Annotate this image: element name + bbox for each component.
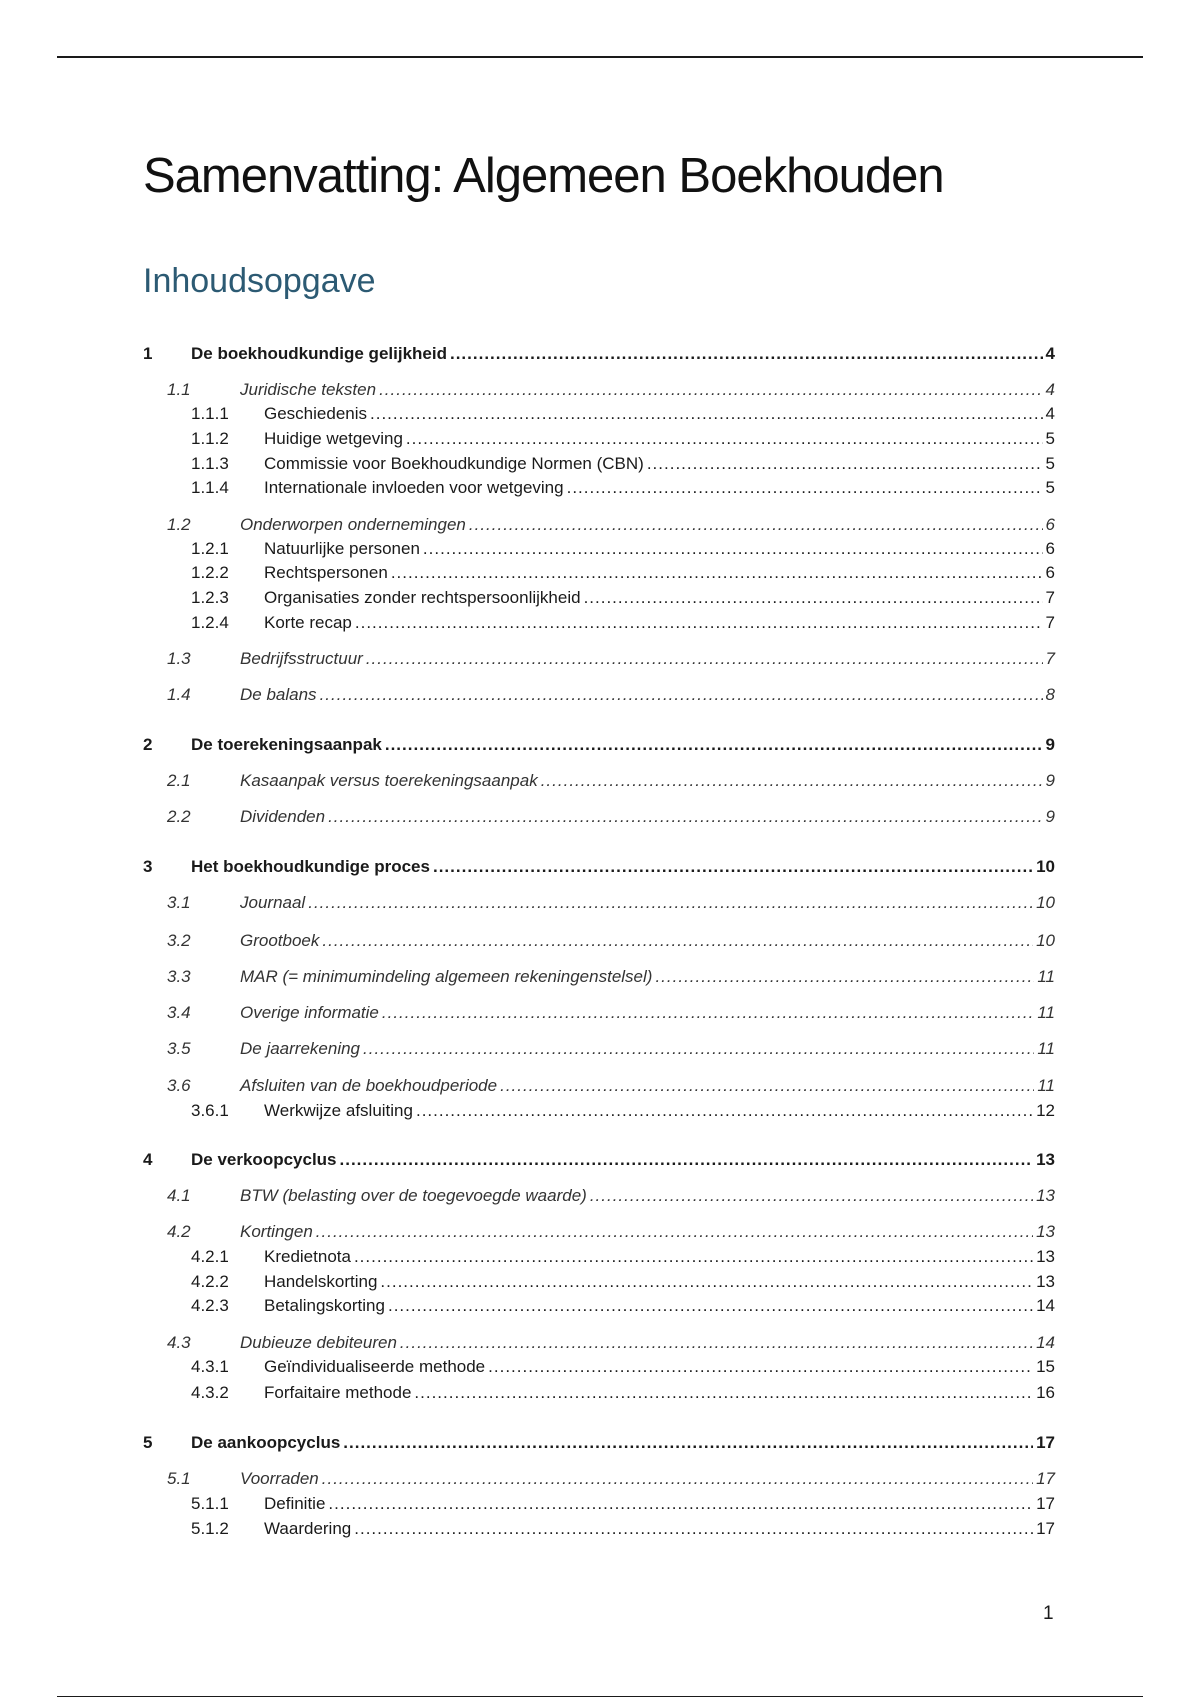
toc-entry-title: BTW (belasting over de toegevoegde waarde) — [240, 1186, 587, 1205]
dot-leader — [391, 561, 1043, 585]
toc-entry-line — [240, 683, 1055, 707]
toc-entry-page: 5 — [1045, 429, 1055, 448]
toc-entry-title: Het boekhoudkundige proces — [191, 857, 430, 876]
toc-entry-page: 8 — [1045, 685, 1055, 704]
toc-entry-number: 4.2.1 — [191, 1247, 229, 1266]
toc-entry-line — [191, 1148, 1055, 1172]
toc-entry-line — [264, 427, 1055, 451]
toc-entry-number: 5.1.2 — [191, 1519, 229, 1538]
toc-entry-page: 12 — [1036, 1101, 1055, 1120]
toc-entry-line — [264, 537, 1055, 561]
toc-entry-page: 4 — [1045, 380, 1055, 399]
toc-entry-line — [240, 1467, 1055, 1491]
dot-leader — [433, 855, 1033, 879]
toc-entry-number: 3.2 — [167, 931, 191, 950]
toc-entry-page: 5 — [1045, 478, 1055, 497]
toc-entry-title: Rechtspersonen — [264, 563, 388, 582]
dot-leader — [416, 1099, 1033, 1123]
dot-leader — [469, 513, 1043, 537]
toc-entry-title: Journaal — [240, 893, 306, 912]
toc-entry-line — [240, 378, 1055, 402]
toc-entry-number: 1.3 — [167, 649, 191, 668]
toc-entry-number: 1.1.1 — [191, 404, 229, 423]
dot-leader — [322, 1467, 1033, 1491]
toc-entry-line — [191, 733, 1055, 757]
toc-entry-number: 3.5 — [167, 1039, 191, 1058]
toc-entry-title: Huidige wetgeving — [264, 429, 403, 448]
toc-entry-title: De boekhoudkundige gelijkheid — [191, 344, 447, 363]
toc-entry-number: 4.2 — [167, 1222, 191, 1241]
dot-leader — [328, 1492, 1033, 1516]
toc-entry-number: 4.3.1 — [191, 1357, 229, 1376]
dot-leader — [385, 733, 1043, 757]
toc-entry-number: 1.2.2 — [191, 563, 229, 582]
toc-entry-page: 13 — [1036, 1186, 1055, 1205]
toc-entry-number: 5.1.1 — [191, 1494, 229, 1513]
toc-entry-line — [240, 929, 1055, 953]
toc-entry-number: 4 — [143, 1150, 153, 1169]
toc-entry-title: Grootboek — [240, 931, 320, 950]
toc-entry-line — [264, 1099, 1055, 1123]
toc-entry-line — [240, 647, 1055, 671]
toc-entry-number: 2.1 — [167, 771, 191, 790]
toc-entry-number: 2.2 — [167, 807, 191, 826]
toc-entry-page: 9 — [1045, 807, 1055, 826]
toc-entry-line — [240, 1220, 1055, 1244]
toc-entry-line — [264, 1517, 1055, 1541]
toc-entry-number: 5.1 — [167, 1469, 191, 1488]
toc-entry-page: 9 — [1045, 771, 1055, 790]
toc-entry-number: 3.1 — [167, 893, 191, 912]
toc-entry-title: MAR (= minimumindeling algemeen rekeningenstelsel) — [240, 967, 653, 986]
toc-entry-title: De jaarrekening — [240, 1039, 361, 1058]
toc-entry-line — [264, 611, 1055, 635]
toc-entry-title: Onderworpen ondernemingen — [240, 515, 466, 534]
dot-leader — [655, 965, 1034, 989]
dot-leader — [379, 378, 1042, 402]
toc-entry-line — [264, 1245, 1055, 1269]
toc-entry-page: 6 — [1045, 563, 1055, 582]
toc-entry-page: 5 — [1045, 454, 1055, 473]
dot-leader — [567, 476, 1043, 500]
toc-entry-number: 3.3 — [167, 967, 191, 986]
dot-leader — [382, 1001, 1034, 1025]
toc-entry-page: 13 — [1036, 1247, 1055, 1266]
toc-entry-number: 1.1.2 — [191, 429, 229, 448]
toc-entry-line — [264, 1355, 1055, 1379]
toc-entry-line — [191, 1431, 1055, 1455]
toc-entry-number: 4.2.3 — [191, 1296, 229, 1315]
toc-entry-title: Korte recap — [264, 613, 352, 632]
toc-entry-line — [240, 1037, 1055, 1061]
toc-entry-title: Afsluiten van de boekhoudperiode — [240, 1076, 498, 1095]
dot-leader — [590, 1184, 1033, 1208]
toc-entry-page: 10 — [1036, 857, 1055, 876]
toc-heading: Inhoudsopgave — [143, 262, 376, 300]
toc-entry-number: 1.2.4 — [191, 613, 229, 632]
dot-leader — [354, 1245, 1033, 1269]
toc-entry-title: Betalingskorting — [264, 1296, 385, 1315]
toc-entry-number: 2 — [143, 735, 153, 754]
dot-leader — [450, 342, 1043, 366]
toc-entry-page: 14 — [1036, 1333, 1055, 1352]
toc-entry-number: 4.3.2 — [191, 1383, 229, 1402]
toc-entry-page: 13 — [1036, 1222, 1055, 1241]
toc-entry-line — [240, 1331, 1055, 1355]
toc-entry-number: 3.4 — [167, 1003, 191, 1022]
dot-leader — [541, 769, 1043, 793]
page-number: 1 — [1043, 1603, 1054, 1624]
dot-leader — [355, 611, 1043, 635]
toc-entry-title: De verkoopcyclus — [191, 1150, 337, 1169]
toc-entry-page: 6 — [1045, 515, 1055, 534]
document-title: Samenvatting: Algemeen Boekhouden — [143, 149, 944, 203]
toc-entry-page: 10 — [1036, 931, 1055, 950]
toc-entry-line — [240, 1001, 1055, 1025]
dot-leader — [340, 1148, 1034, 1172]
toc-entry-page: 11 — [1037, 967, 1055, 986]
toc-entry-title: Forfaitaire methode — [264, 1383, 412, 1402]
toc-entry-title: Werkwijze afsluiting — [264, 1101, 413, 1120]
toc-entry-title: Kortingen — [240, 1222, 313, 1241]
toc-entry-page: 11 — [1037, 1003, 1055, 1022]
toc-entry-line — [264, 402, 1055, 426]
dot-leader — [363, 1037, 1034, 1061]
dot-leader — [328, 805, 1042, 829]
toc-entry-line — [264, 476, 1055, 500]
toc-entry-title: Geschiedenis — [264, 404, 368, 423]
dot-leader — [388, 1294, 1033, 1318]
toc-entry-number: 1.2.3 — [191, 588, 229, 607]
toc-entry-number: 4.3 — [167, 1333, 191, 1352]
toc-entry-page: 13 — [1036, 1272, 1055, 1291]
toc-entry-title: Handelskorting — [264, 1272, 378, 1291]
dot-leader — [380, 1270, 1033, 1294]
toc-entry-line — [240, 891, 1055, 915]
toc-entry-line — [264, 1381, 1055, 1405]
toc-entry-page: 4 — [1045, 404, 1055, 423]
toc-entry-number: 1 — [143, 344, 153, 363]
toc-entry-page: 7 — [1045, 588, 1055, 607]
dot-leader — [308, 891, 1033, 915]
toc-entry-page: 16 — [1036, 1383, 1055, 1402]
toc-entry-number: 5 — [143, 1433, 153, 1452]
toc-entry-line — [240, 1184, 1055, 1208]
toc-entry-line — [264, 452, 1055, 476]
toc-entry-number: 1.1.3 — [191, 454, 229, 473]
toc-entry-title: Waardering — [264, 1519, 352, 1538]
toc-entry-number: 3 — [143, 857, 153, 876]
toc-entry-line — [240, 965, 1055, 989]
toc-entry-title: De toerekeningsaanpak — [191, 735, 382, 754]
toc-entry-page: 17 — [1036, 1433, 1055, 1452]
toc-entry-page: 9 — [1045, 735, 1055, 754]
toc-entry-page: 15 — [1036, 1357, 1055, 1376]
toc-entry-title: Natuurlijke personen — [264, 539, 420, 558]
toc-entry-title: Juridische teksten — [240, 380, 377, 399]
dot-leader — [366, 647, 1043, 671]
dot-leader — [406, 427, 1043, 451]
toc-entry-title: Commissie voor Boekhoudkundige Normen (CBN) — [264, 454, 644, 473]
dot-leader — [414, 1381, 1033, 1405]
dot-leader — [370, 402, 1043, 426]
toc-entry-page: 7 — [1045, 613, 1055, 632]
dot-leader — [322, 929, 1033, 953]
toc-entry-title: Dividenden — [240, 807, 326, 826]
toc-entry-line — [264, 561, 1055, 585]
toc-entry-line — [240, 1074, 1055, 1098]
toc-entry-number: 1.2.1 — [191, 539, 229, 558]
toc-entry-page: 17 — [1036, 1494, 1055, 1513]
toc-entry-title: Kredietnota — [264, 1247, 351, 1266]
toc-entry-title: De aankoopcyclus — [191, 1433, 341, 1452]
toc-entry-page: 11 — [1037, 1076, 1055, 1095]
toc-entry-page: 6 — [1045, 539, 1055, 558]
toc-entry-title: Organisaties zonder rechtspersoonlijkheid — [264, 588, 581, 607]
toc-entry-number: 1.1.4 — [191, 478, 229, 497]
toc-entry-line — [264, 586, 1055, 610]
toc-entry-title: Dubieuze debiteuren — [240, 1333, 397, 1352]
dot-leader — [343, 1431, 1033, 1455]
toc-entry-page: 11 — [1037, 1039, 1055, 1058]
toc-entry-line — [191, 855, 1055, 879]
toc-entry-line — [240, 513, 1055, 537]
toc-entry-page: 10 — [1036, 893, 1055, 912]
dot-leader — [488, 1355, 1033, 1379]
toc-entry-page: 17 — [1036, 1469, 1055, 1488]
header-rule — [57, 56, 1143, 58]
dot-leader — [316, 1220, 1033, 1244]
toc-entry-title: Definitie — [264, 1494, 326, 1513]
dot-leader — [423, 537, 1043, 561]
toc-entry-number: 1.2 — [167, 515, 191, 534]
toc-entry-number: 1.4 — [167, 685, 191, 704]
toc-entry-page: 17 — [1036, 1519, 1055, 1538]
toc-entry-line — [240, 769, 1055, 793]
toc-entry-page: 7 — [1045, 649, 1055, 668]
toc-entry-page: 4 — [1045, 344, 1055, 363]
toc-entry-title: Overige informatie — [240, 1003, 379, 1022]
toc-entry-line — [240, 805, 1055, 829]
dot-leader — [320, 683, 1043, 707]
toc-entry-number: 4.1 — [167, 1186, 191, 1205]
dot-leader — [584, 586, 1043, 610]
toc-entry-title: Kasaanpak versus toerekeningsaanpak — [240, 771, 538, 790]
toc-entry-title: Internationale invloeden voor wetgeving — [264, 478, 564, 497]
toc-entry-title: Voorraden — [240, 1469, 319, 1488]
dot-leader — [500, 1074, 1034, 1098]
dot-leader — [400, 1331, 1033, 1355]
toc-entry-title: Bedrijfsstructuur — [240, 649, 363, 668]
toc-entry-number: 3.6.1 — [191, 1101, 229, 1120]
toc-entry-number: 1.1 — [167, 380, 191, 399]
footer-rule — [57, 1696, 1143, 1697]
toc-entry-page: 13 — [1036, 1150, 1055, 1169]
dot-leader — [354, 1517, 1033, 1541]
toc-entry-title: Geïndividualiseerde methode — [264, 1357, 486, 1376]
toc-entry-line — [264, 1294, 1055, 1318]
toc-entry-title: De balans — [240, 685, 317, 704]
toc-entry-line — [191, 342, 1055, 366]
toc-entry-line — [264, 1270, 1055, 1294]
toc-entry-page: 14 — [1036, 1296, 1055, 1315]
toc-entry-line — [264, 1492, 1055, 1516]
toc-entry-number: 4.2.2 — [191, 1272, 229, 1291]
toc-entry-number: 3.6 — [167, 1076, 191, 1095]
dot-leader — [647, 452, 1043, 476]
